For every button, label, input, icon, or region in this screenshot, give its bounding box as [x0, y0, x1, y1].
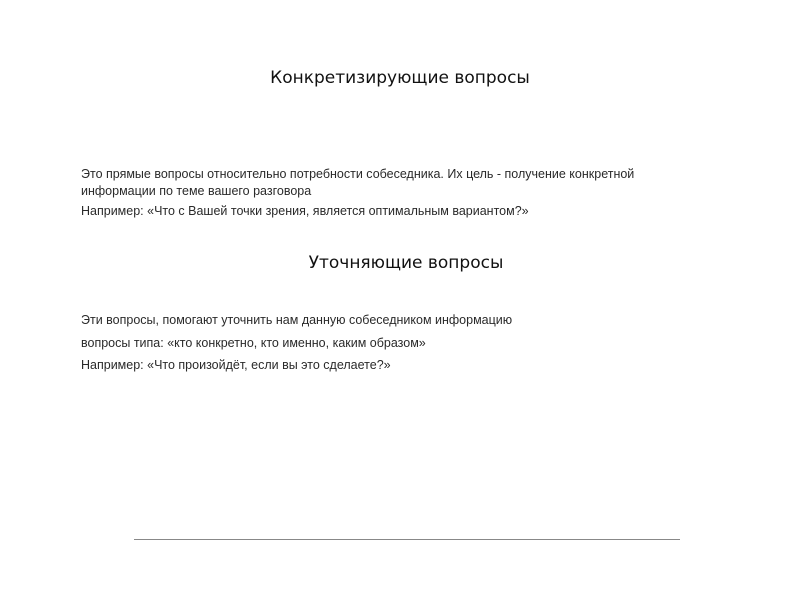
heading-clarifying-questions: Уточняющие вопросы	[308, 253, 504, 273]
paragraph-definition: Это прямые вопросы относительно потребности собеседника. Их цель - получение конкретной информации по теме вашего разговора	[81, 167, 635, 198]
paragraph-example: Например: «Что с Вашей точки зрения, является оптимальным вариантом?»	[81, 204, 529, 218]
paragraph-definition: Эти вопросы, помогают уточнить нам данную собеседником информацию	[81, 313, 513, 327]
heading-specifying-questions: Конкретизирующие вопросы	[270, 68, 530, 88]
paragraph-example: Например: «Что произойдёт, если вы это сделаете?»	[81, 358, 391, 372]
paragraph-question-types: вопросы типа: «кто конкретно, кто именно, каким образом»	[81, 336, 426, 350]
bottom-divider	[134, 539, 680, 540]
